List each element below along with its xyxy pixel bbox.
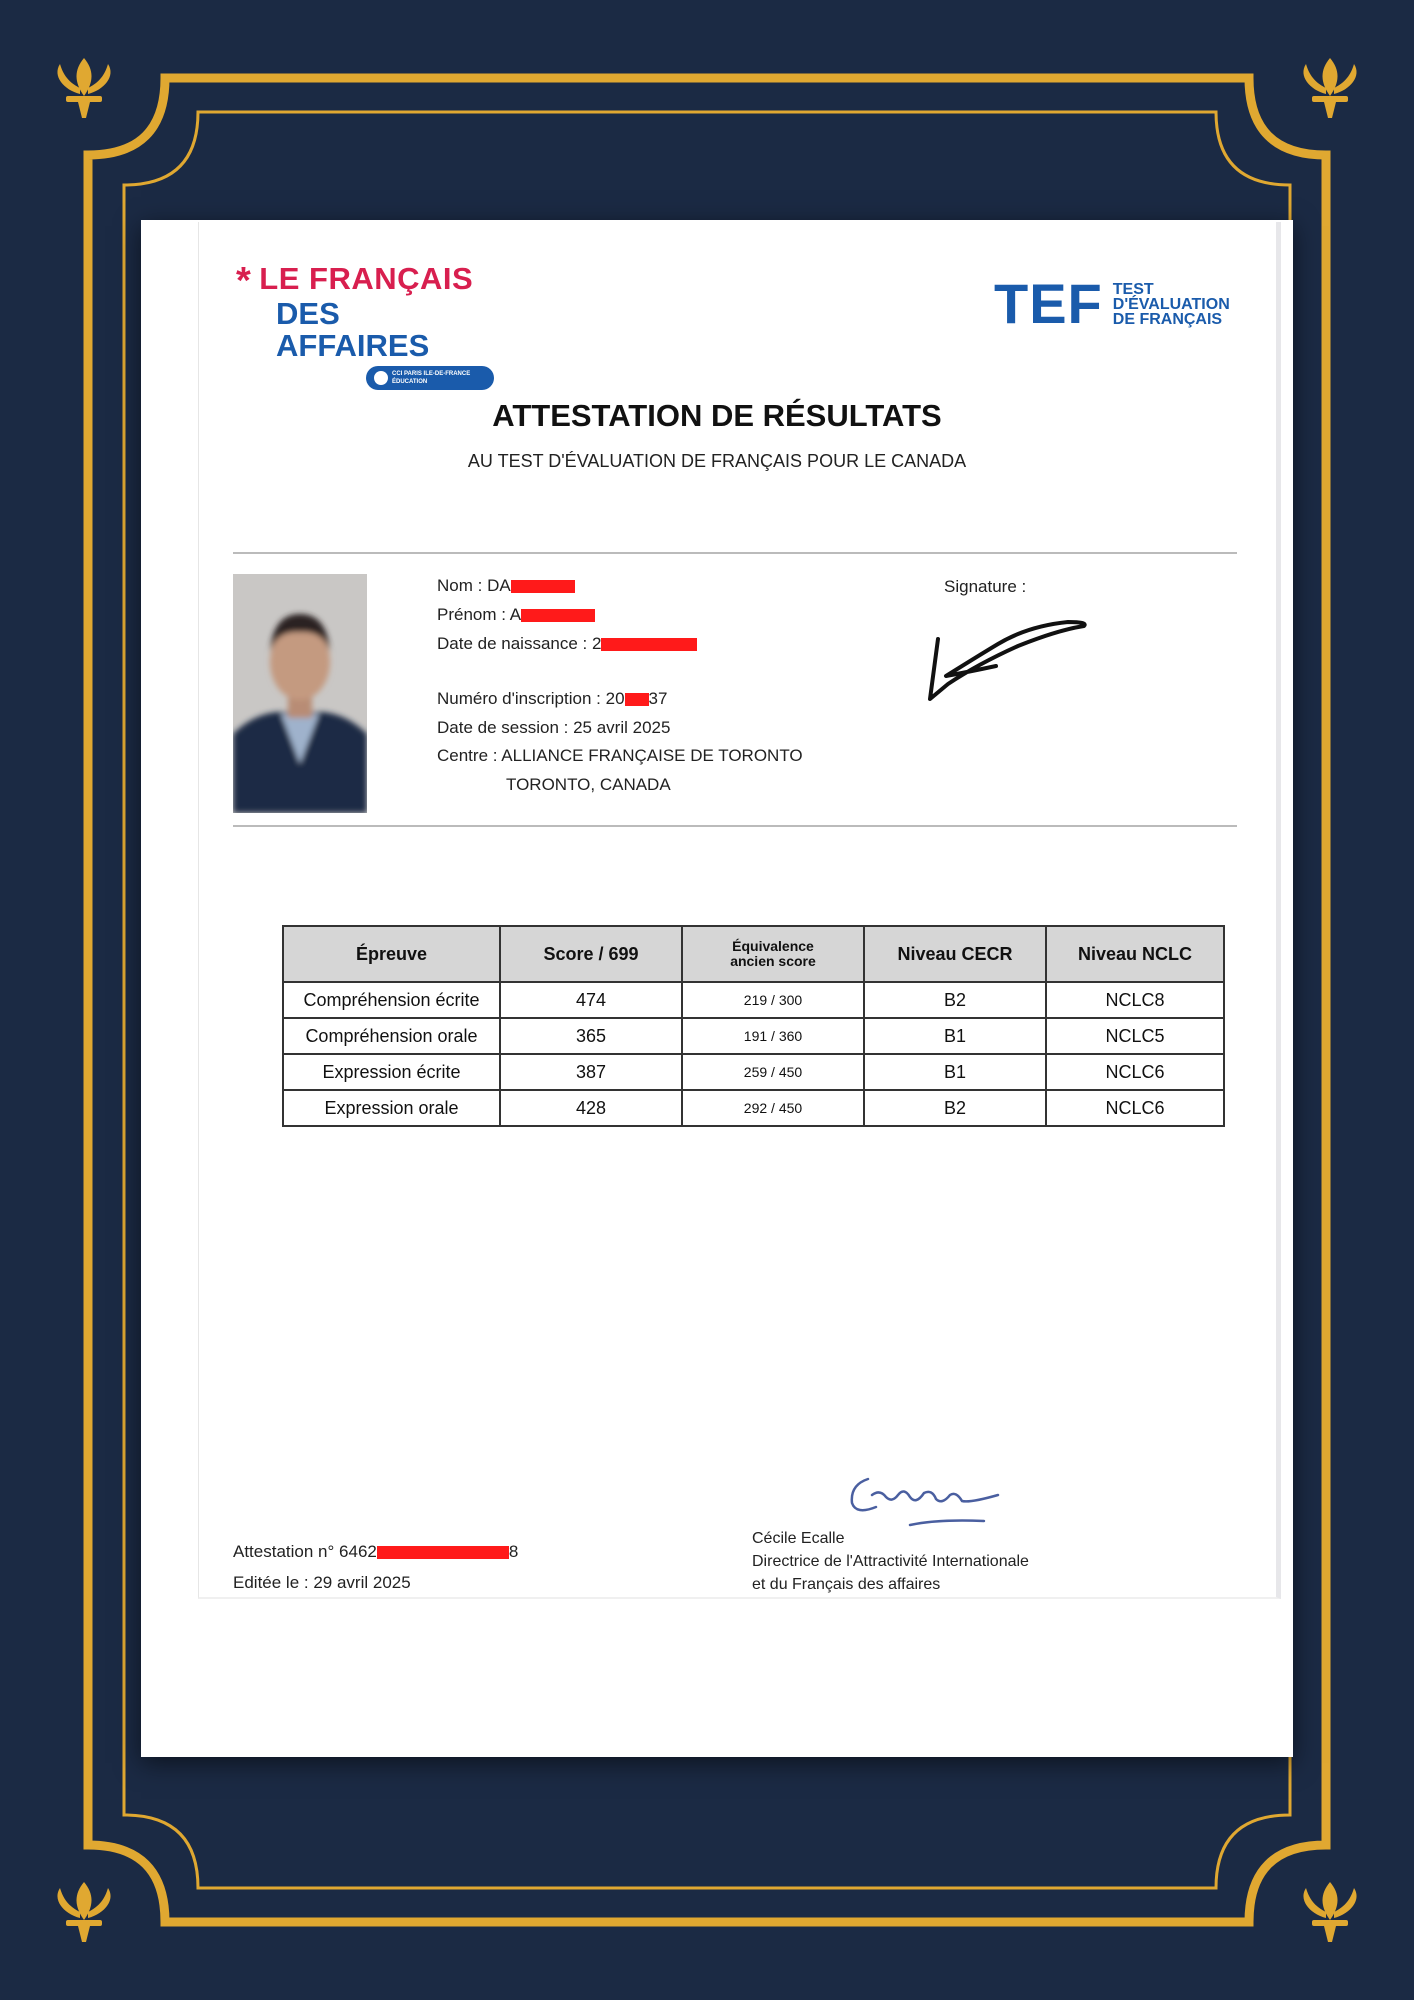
session-row [437,718,670,738]
attestation-start: 6462 [339,1542,377,1561]
prenom-label: Prénom : [437,605,506,624]
session-value: 25 avril 2025 [573,718,671,737]
table-row [283,982,1224,1018]
header-score: Score / 699 [500,926,682,982]
cell-equivalence: 292 / 450 [682,1090,864,1126]
redaction-bar [625,693,649,706]
cell-nclc: NCLC6 [1046,1090,1224,1126]
page-title: ATTESTATION DE RÉSULTATS [492,398,942,433]
tef-sub-line1: TEST [1112,280,1154,298]
signatory-name: Cécile Ecalle [752,1530,845,1547]
table-row [283,1018,1224,1054]
inscription-row [437,689,667,709]
lfa-logo-line1: LE FRANÇAIS [259,261,474,296]
lfa-logo [236,262,496,390]
centre-row [437,746,803,766]
tef-sub-line3: DE FRANÇAIS [1112,310,1223,328]
candidate-signature [918,604,1088,704]
editee-row [233,1573,411,1593]
cell-epreuve: Expression écrite [283,1054,500,1090]
header-nclc: Niveau NCLC [1046,926,1224,982]
cell-score: 428 [500,1090,682,1126]
header-equivalence-line2: ancien score [730,953,816,969]
cell-equivalence: 191 / 360 [682,1018,864,1054]
asterisk-icon: * [236,260,252,302]
redaction-bar [521,609,595,622]
cell-nclc: NCLC8 [1046,982,1224,1018]
tef-logo-subtext [1113,282,1230,327]
cell-cecr: B2 [864,1090,1046,1126]
centre-line2: TORONTO, CANADA [506,775,671,794]
nom-value: DA [487,576,511,595]
table-row [283,1090,1224,1126]
cell-epreuve: Compréhension orale [283,1018,500,1054]
cell-equivalence: 259 / 450 [682,1054,864,1090]
redaction-bar [377,1546,509,1559]
centre-label: Centre : [437,746,498,765]
candidate-photo [233,574,367,813]
inscription-start: 20 [605,689,625,708]
divider-bottom [233,825,1237,827]
cell-cecr: B1 [864,1018,1046,1054]
cci-badge [366,366,494,390]
attestation-label: Attestation n° [233,1542,335,1561]
tef-logo [994,272,1230,335]
table-header-row [283,926,1224,982]
cell-cecr: B2 [864,982,1046,1018]
prenom-row [437,605,595,625]
nom-label: Nom : [437,576,483,595]
results-table [282,925,1225,1127]
header-cecr: Niveau CECR [864,926,1046,982]
cci-logo-icon [374,371,388,385]
cell-score: 387 [500,1054,682,1090]
cci-badge-text: CCI PARIS ILE-DE-FRANCE ÉDUCATION [392,371,471,385]
signatory-role-line2: et du Français des affaires [752,1576,941,1593]
cell-cecr: B1 [864,1054,1046,1090]
naissance-label: Date de naissance : [437,634,588,653]
signature-label: Signature : [944,577,1027,596]
cell-epreuve: Compréhension écrite [283,982,500,1018]
cell-score: 474 [500,982,682,1018]
redaction-bar [511,580,575,593]
signatory-role-line1: Directrice de l'Attractivité Internationale [752,1553,1029,1570]
cell-score: 365 [500,1018,682,1054]
header-equivalence [682,926,864,982]
cell-epreuve: Expression orale [283,1090,500,1126]
tef-logo-text: TEF [994,272,1103,335]
header-epreuve: Épreuve [283,926,500,982]
page-subtitle: AU TEST D'ÉVALUATION DE FRANÇAIS POUR LE CANADA [467,451,967,471]
inscription-end: 37 [648,689,668,708]
attestation-row [233,1542,518,1562]
lfa-logo-line2: DES AFFAIRES [276,296,430,363]
header-equivalence-line1: Équivalence [732,938,814,954]
editee-label: Editée le : [233,1573,309,1592]
redaction-bar [601,638,697,651]
attestation-end: 8 [508,1542,519,1561]
divider-top [233,552,1237,554]
inscription-label: Numéro d'inscription : [437,689,601,708]
director-signature [838,1467,1008,1539]
editee-value: 29 avril 2025 [313,1573,411,1592]
cell-nclc: NCLC6 [1046,1054,1224,1090]
prenom-value: A [509,605,522,624]
tef-sub-line2: D'ÉVALUATION [1112,295,1230,313]
cell-nclc: NCLC5 [1046,1018,1224,1054]
session-label: Date de session : [437,718,569,737]
nom-row [437,576,575,596]
centre-line1: ALLIANCE FRANÇAISE DE TORONTO [501,746,803,765]
naissance-value: 2 [592,634,602,653]
table-row [283,1054,1224,1090]
naissance-row [437,634,697,654]
cell-equivalence: 219 / 300 [682,982,864,1018]
